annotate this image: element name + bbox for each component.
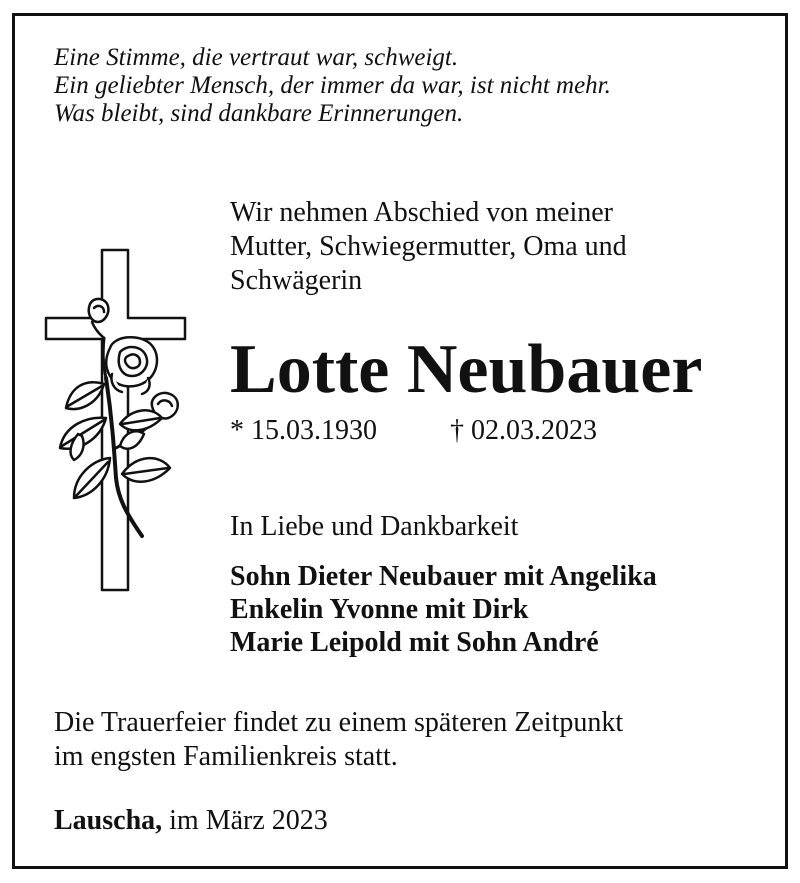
- poem-line-1: Eine Stimme, die vertraut war, schweigt.: [54, 44, 459, 71]
- funeral-note: [54, 706, 623, 774]
- place-date: im März 2023: [162, 805, 328, 836]
- deceased-name: Lotte Neubauer: [230, 331, 703, 408]
- intro-line-3: Schwägerin: [230, 265, 363, 296]
- farewell-intro: [230, 196, 627, 298]
- mourner-line-2: Enkelin Yvonne mit Dirk: [230, 594, 529, 625]
- intro-line-2: Mutter, Schwiegermutter, Oma und: [230, 231, 627, 262]
- mourners-list: [230, 560, 657, 659]
- intro-line-1: Wir nehmen Abschied von meiner: [230, 197, 613, 228]
- birth-date: * 15.03.1930: [230, 415, 377, 446]
- place-and-date: [54, 804, 328, 838]
- death-date: † 02.03.2023: [450, 415, 597, 446]
- mourner-line-3: Marie Leipold mit Sohn André: [230, 627, 599, 658]
- poem-line-2: Ein geliebter Mensch, der immer da war, ist nicht mehr.: [54, 72, 611, 99]
- poem-line-3: Was bleibt, sind dankbare Erinnerungen.: [54, 100, 464, 127]
- note-line-1: Die Trauerfeier findet zu einem späteren Zeitpunkt: [54, 707, 624, 738]
- cross-with-rose-icon: [44, 248, 189, 598]
- life-dates: [230, 414, 597, 448]
- mourner-line-1: Sohn Dieter Neubauer mit Angelika: [230, 561, 657, 592]
- poem: [54, 44, 611, 128]
- place-city: Lauscha,: [54, 805, 163, 836]
- note-line-2: im engsten Familienkreis statt.: [54, 741, 398, 772]
- mourners-heading: In Liebe und Dankbarkeit: [230, 511, 519, 542]
